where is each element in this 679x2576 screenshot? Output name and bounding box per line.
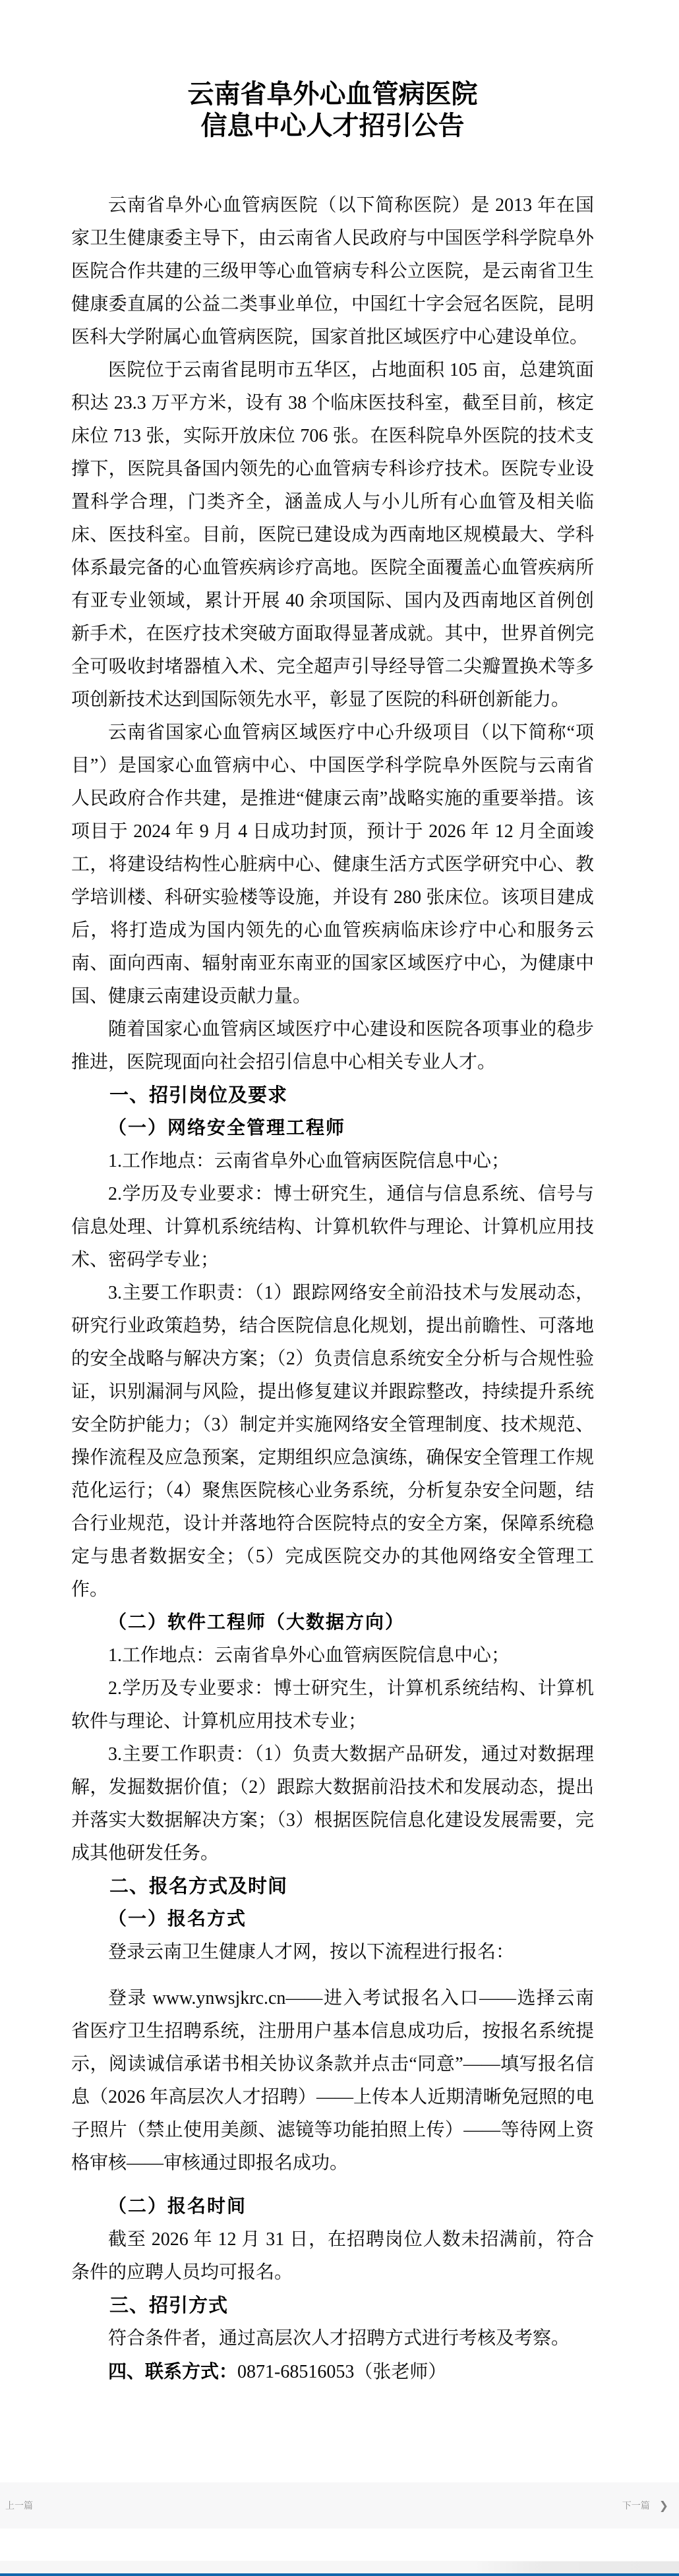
horizontal-scrollbar-thumb[interactable] (473, 2561, 679, 2573)
page-title-line-2: 信息中心人才招引公告 (200, 111, 465, 140)
section-heading: 二、报名方式及时间 (109, 1876, 288, 1897)
section-heading: （二）报名时间 (108, 2196, 247, 2217)
contact-line: 四、联系方式：0871-68516053（张老师） (108, 2361, 447, 2382)
prev-article-link[interactable] (5, 2499, 33, 2512)
bottom-blue-bar (0, 2573, 679, 2576)
paragraph: 1.工作地点：云南省阜外心血管病医院信息中心； (108, 1151, 510, 1171)
article-body (71, 189, 594, 2389)
page-title-line-1: 云南省阜外心血管病医院 (187, 79, 478, 109)
page-title (71, 78, 594, 142)
paragraph: 登录 www.ynwsjkrc.cn——进入考试报名入口——选择云南省医疗卫生招聘系统，注册用户基本信息成功后，按报名系统提示，阅读诚信承诺书相关协议条款并点击“同意”——填写报名信息（2026 年高层次人才招聘）——上传本人近期清晰免冠照的电子照片（禁止使用美颜、滤镜等功能拍照上传）——等待网上资格审核——审核通过即报名成功。 (71, 1988, 594, 2173)
prev-article-label: 上一篇 (5, 2500, 33, 2511)
paragraph: 截至 2026 年 12 月 31 日，在招聘岗位人数未招满前，符合条件的应聘人员均可报名。 (71, 2229, 594, 2283)
post-navigation-bar (0, 2482, 679, 2529)
section-heading: （二）软件工程师（大数据方向） (108, 1612, 405, 1633)
paragraph: 3.主要工作职责：（1）跟踪网络安全前沿技术与发展动态，研究行业政策趋势，结合医院信息化规划，提出前瞻性、可落地的安全战略与解决方案；（2）负责信息系统安全分析与合规性验证，识别漏洞与风险，提出修复建议并跟踪整改，持续提升系统安全防护能力；（3）制定并实施网络安全管理制度、技术规范、操作流程及应急预案，定期组织应急演练，确保安全管理工作规范化运行；（4）聚焦医院核心业务系统，分析复杂安全问题，结合行业规范，设计并落地符合医院特点的安全方案，保障系统稳定与患者数据安全；（5）完成医院交办的其他网络安全管理工作。 (71, 1283, 594, 1600)
paragraph: 2.学历及专业要求：博士研究生，计算机系统结构、计算机软件与理论、计算机应用技术专业； (71, 1678, 594, 1732)
section-heading: 三、招引方式 (109, 2295, 229, 2316)
next-article-label: 下一篇 (622, 2500, 650, 2511)
paragraph: 登录云南卫生健康人才网，按以下流程进行报名： (108, 1942, 515, 1962)
section-heading: （一）网络安全管理工程师 (108, 1118, 346, 1138)
section-heading: （一）报名方式 (108, 1909, 247, 1929)
paragraph: 3.主要工作职责：（1）负责大数据产品研发，通过对数据理解，发掘数据价值；（2）跟踪大数据前沿技术和发展动态，提出并落实大数据解决方案；（3）根据医院信息化建设发展需要，完成其他研发任务。 (71, 1744, 594, 1863)
next-article-link[interactable] (622, 2499, 668, 2512)
chevron-right-icon: ❯ (659, 2499, 668, 2512)
paragraph: 2.学历及专业要求：博士研究生，通信与信息系统、信号与信息处理、计算机系统结构、计算机软件与理论、计算机应用技术、密码学专业； (71, 1184, 594, 1270)
contact-label: 四、联系方式： (108, 2361, 238, 2382)
announcement-article (71, 0, 594, 2389)
paragraph: 1.工作地点：云南省阜外心血管病医院信息中心； (108, 1645, 510, 1666)
paragraph: 云南省国家心血管病区域医疗中心升级项目（以下简称“项目”）是国家心血管病中心、中国医学科学院阜外医院与云南省人民政府合作共建，是推进“健康云南”战略实施的重要举措。该项目于 2024 年 9 月 4 日成功封顶，预计于 2026 年 12 月全面竣工，将建设结构性心脏病中心、健康生活方式医学研究中心、教学培训楼、科研实验楼等设施，并设有 280 张床位。该项目建成后，将打造成为国内领先的心血管疾病临床诊疗中心和服务云南、面向西南、辐射南亚东南亚的国家区域医疗中心，为健康中国、健康云南建设贡献力量。 (71, 722, 594, 1007)
section-heading: 一、招引岗位及要求 (109, 1085, 288, 1106)
paragraph: 随着国家心血管病区域医疗中心建设和医院各项事业的稳步推进，医院现面向社会招引信息中心相关专业人才。 (71, 1019, 594, 1072)
paragraph: 医院位于云南省昆明市五华区，占地面积 105 亩，总建筑面积达 23.3 万平方米，设有 38 个临床医技科室，截至目前，核定床位 713 张，实际开放床位 706 张。在医科院阜外医院的技术支撑下，医院具备国内领先的心血管病专科诊疗技术。医院专业设置科学合理，门类齐全，涵盖成人与小儿所有心血管及相关临床、医技科室。目前，医院已建设成为西南地区规模最大、学科体系最完备的心血管疾病诊疗高地。医院全面覆盖心血管疾病所有亚专业领域，累计开展 40 余项国际、国内及西南地区首例创新手术，在医疗技术突破方面取得显著成就。其中，世界首例完全可吸收封堵器植入术、完全超声引导经导管二尖瓣置换术等多项创新技术达到国际领先水平，彰显了医院的科研创新能力。 (71, 360, 594, 710)
paragraph: 符合条件者，通过高层次人才招聘方式进行考核及考察。 (108, 2328, 570, 2349)
paragraph: 云南省阜外心血管病医院（以下简称医院）是 2013 年在国家卫生健康委主导下，由云南省人民政府与中国医学科学院阜外医院合作共建的三级甲等心血管病专科公立医院，是云南省卫生健康委直属的公益二类事业单位，中国红十字会冠名医院，昆明医科大学附属心血管病医院，国家首批区域医疗中心建设单位。 (71, 195, 594, 347)
